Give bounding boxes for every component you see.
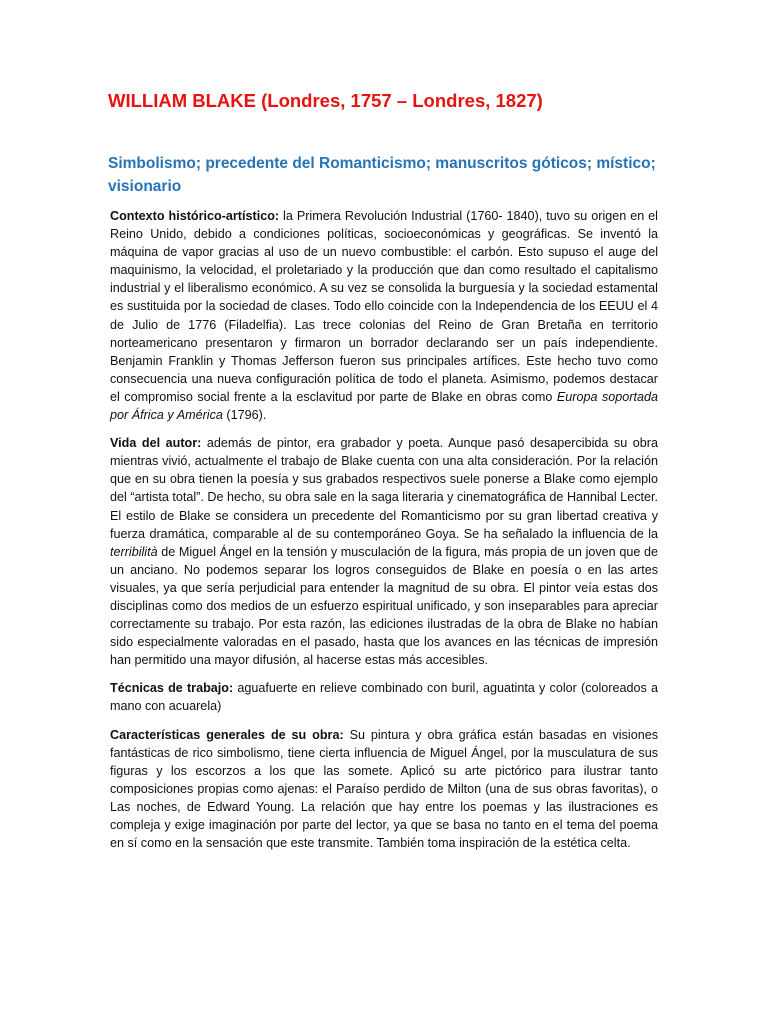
document-title: WILLIAM BLAKE (Londres, 1757 – Londres, 1827)	[108, 90, 543, 111]
paragraph-contexto-text-end: (1796).	[222, 408, 267, 423]
document-subtitle: Simbolismo; precedente del Romanticismo; manuscritos góticos; místico; visionario	[108, 155, 656, 195]
paragraph-caracteristicas-lead: Características generales de su obra:	[110, 727, 344, 742]
paragraph-vida-text-end: de Miguel Ángel en la tensión y musculación de la figura, más propia de un joven que de un anciano. No podemos separar los logros conseguidos de Blake en poesía o en las artes visuales, ya que sería perjudicial para entender la magnitud de su obra. El pintor veía estas dos disciplinas como dos medios de un esfuerzo espiritual unificado, y son inseparables para apreciar correctamente su trabajo. Por esta razón, las ediciones ilustradas de la obra de Blake no habían sido especialmente valoradas en el pasado, hasta que los avances en las técnicas de impresión han permitido una mayor difusión, al hacerse estas más accesibles.	[110, 544, 658, 668]
paragraph-vida	[110, 434, 658, 669]
paragraph-caracteristicas-text: Su pintura y obra gráfica están basadas en visiones fantásticas de rico simbolismo, tiene cierta influencia de Miguel Ángel, por la musculatura de sus figuras y los escorzos a los que las somete. Aplicó su arte pictórico para ilustrar tanto composiciones propias como ajenas: el Paraíso perdido de Milton (una de sus obras favoritas), o Las noches, de Edward Young. La relación que hay entre los poemas y las ilustraciones es compleja y exige imaginación por parte del lector, ya que se basa no tanto en el tema del poema en sí como en la sensación que este transmite. También toma inspiración de la estética celta.	[110, 727, 658, 851]
paragraph-vida-lead: Vida del autor:	[110, 436, 202, 451]
paragraph-contexto-text: la Primera Revolución Industrial (1760- 1840), tuvo su origen en el Reino Unido, debido a condiciones políticas, socioeconómicas y geográficas. Se inventó la máquina de vapor gracias al uso de un nuevo combustible: el carbón. Esto supuso el auge del maquinismo, la velocidad, el proletariado y la producción que dan como resultado el capitalismo industrial y el liberalismo económico. A su vez se consolida la burguesía y la sociedad estamental es sustituida por la sociedad de clases. Todo ello coincide con la Independencia de los EEUU el 4 de Julio de 1776 (Filadelfia). Las trece colonias del Reino de Gran Bretaña en territorio norteamericano presentaron y firmaron un borrador declarando ser un país independiente. Benjamin Franklin y Thomas Jefferson fueron sus principales artífices. Este hecho tuvo como consecuencia una nueva configuración política de todo el planeta. Asimismo, podemos destacar el compromiso social frente a la esclavitud por parte de Blake en obras como	[110, 209, 658, 404]
paragraph-tecnicas-text: aguafuerte en relieve combinado con buril, aguatinta y color (coloreados a mano con acuarela)	[110, 681, 659, 714]
work-title-europa: Europa soportada por África y América	[110, 389, 658, 423]
paragraph-contexto	[110, 207, 658, 424]
paragraph-tecnicas	[110, 679, 658, 715]
term-terribilita: terribilità	[110, 544, 158, 559]
paragraph-vida-text: además de pintor, era grabador y poeta. Aunque pasó desapercibida su obra mientras vivió, actualmente el trabajo de Blake cuenta con una alta consideración. Por la relación que en su obra tienen la poesía y sus grabados respectivos suele ponerse a Blake como ejemplo del “artista total”. De hecho, su obra sale en la saga literaria y cinematográfica de Hannibal Lecter. El estilo de Blake se considera un precedente del Romanticismo por su gran libertad creativa y fuerza dramática, comparable al de su contemporáneo Goya. Se ha señalado la influencia de la	[110, 436, 658, 541]
paragraph-tecnicas-lead: Técnicas de trabajo:	[110, 681, 234, 696]
paragraph-contexto-lead: Contexto histórico-artístico:	[110, 209, 280, 223]
paragraph-caracteristicas	[110, 726, 658, 853]
document-body	[110, 207, 658, 862]
